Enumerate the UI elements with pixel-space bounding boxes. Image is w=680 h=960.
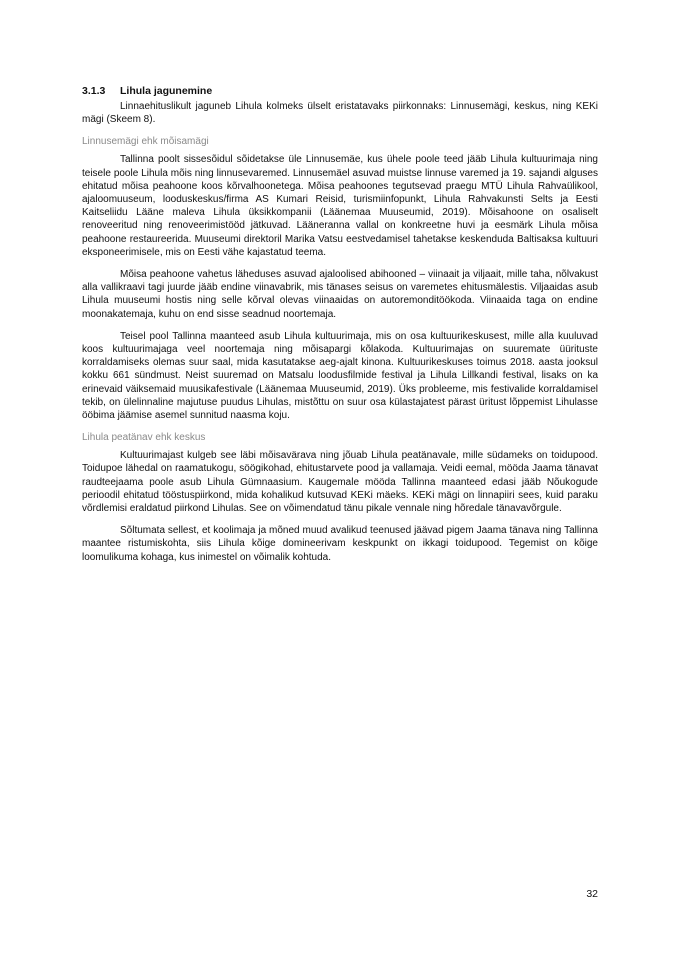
section-heading [82,84,598,98]
paragraph-4: Kultuurimajast kulgeb see läbi mõisavärava ning jõuab Lihula peatänavale, mille südameks on toidupood. Toidupoe lähedal on raamatukogu, söögikohad, ehitustarvete pood ja vallamaja. Veidi eemal, mööda Jaama tänavat raudteejaama poole asub Lihula Gümnaasium. Kaugemale mööda Tallinna maanteed edasi jääb Nõukogude perioodil ehitatud tööstuspiirkond, mida kohalikud kutsuvad KEKi mäeks. KEKi mägi on linnapiiri sees, kuid paraku võrdlemisi eraldatud piirkond Lihulas. See on võimendatud tänu pikale vennale ning hõredale tänavavõrgule. [82,450,598,515]
subheading-keskus: Lihula peatänav ehk keskus [82,432,206,444]
paragraph-5: Sõltumata sellest, et koolimaja ja mõned muud avalikud teenused jäävad pigem Jaama tänava ning Tallinna maantee ristumiskohta, siis Lihula kõige domineerivam keskpunkt on ikkagi toidupood. Tegemist on kõige loomulikuma kohaga, kus inimestel on võimalik kohtuda. [82,525,598,563]
paragraph-3: Teisel pool Tallinna maanteed asub Lihula kultuurimaja, mis on osa kultuurikeskusest, mille alla kuuluvad koos kultuurimajaga veel noortemaja ning mõisapargi kõlakoda. Kultuurimajas on suuremate üürituste korraldamiseks olemas suur saal, mida kasutatakse aeg-ajalt kinona. Kultuurikeskuses toimus 2018. aasta jooksul kokku 661 sündmust. Neist suuremad on Matsalu loodusfilmide festival ja Lihula Lillkandi festival, lisaks on ka erinevaid väiksemaid muusikafestivale (Läänemaa Muuseumid, 2019). Üks probleeme, mis festivalide korraldamisel tekib, on ülelinnaline majutuse puudus Lihulas, mistõttu on suur osa külastajatest pärast üritust lõppemist Lihulasse ööbima jäämise asemel sunnitud naasma koju. [82,330,598,422]
section-number: 3.1.3 [82,85,106,97]
paragraph-1: Tallinna poolt sissesõidul sõidetakse üle Linnusemäe, kus ühele poole teed jääb Lihula kultuurimaja ning teisele poole Lihula mõis ning linnusevaremed. Linnusemäel asuvad muistse linnuse varemed ja 19. sajandi alguses ehitatud mõisa peahoone koos kõrvalhoonetega. Mõisa peahoones tegutsevad praegu MTÜ Lihula Rahvaülikool, ajaloomuuseum, looduskeskus/firma AS Kumari Reisid, turismiinfopunkt, Lihula Rahvakunsti Selts ja Eesti Kaitseliidu Lääne maleva Lihula üksikkompanii (Läänemaa Muuseumid, 2019). Mõisahoone on osaliselt renoveeritud ning renoveerimistööd jätkuvad. Lääneranna vallal on konkreetne huvi ja eesmärk Lihula mõisa peahoone restaureerida. Muuseumi direktoril Marika Vatsu eestvedamisel tahetakse keskenduda Baltisaksa kultuuri eksponeerimisele, mis on Eesti vähe kajastatud teema. [82,154,598,258]
paragraph-intro: Linnaehituslikult jaguneb Lihula kolmeks ülselt eristatavaks piirkonnaks: Linnusemägi, keskus, ning KEKi mägi (Skeem 8). [82,101,598,126]
paragraph-2: Mõisa peahoone vahetus läheduses asuvad ajaloolised abihooned – viinaait ja viljaait, mille taha, nõlvakust alla vallikraavi tagi juurde jääb endine viinavabrik, mis tänases seisus on varemetes ehitusmälestis. Viljaaidas asub Lihula muuseumi hostis ning selle kõrval olevas viinaaidas on autoremonditöökoda. Viinaaida taga on endine moonakatemaja, kuhu on end sisse seadnud noortemaja. [82,269,598,320]
page-content [82,84,598,573]
section-title: Lihula jagunemine [120,85,213,97]
subheading-linnusemagi: Linnusemägi ehk mõisamägi [82,136,209,148]
page-number: 32 [586,888,598,900]
